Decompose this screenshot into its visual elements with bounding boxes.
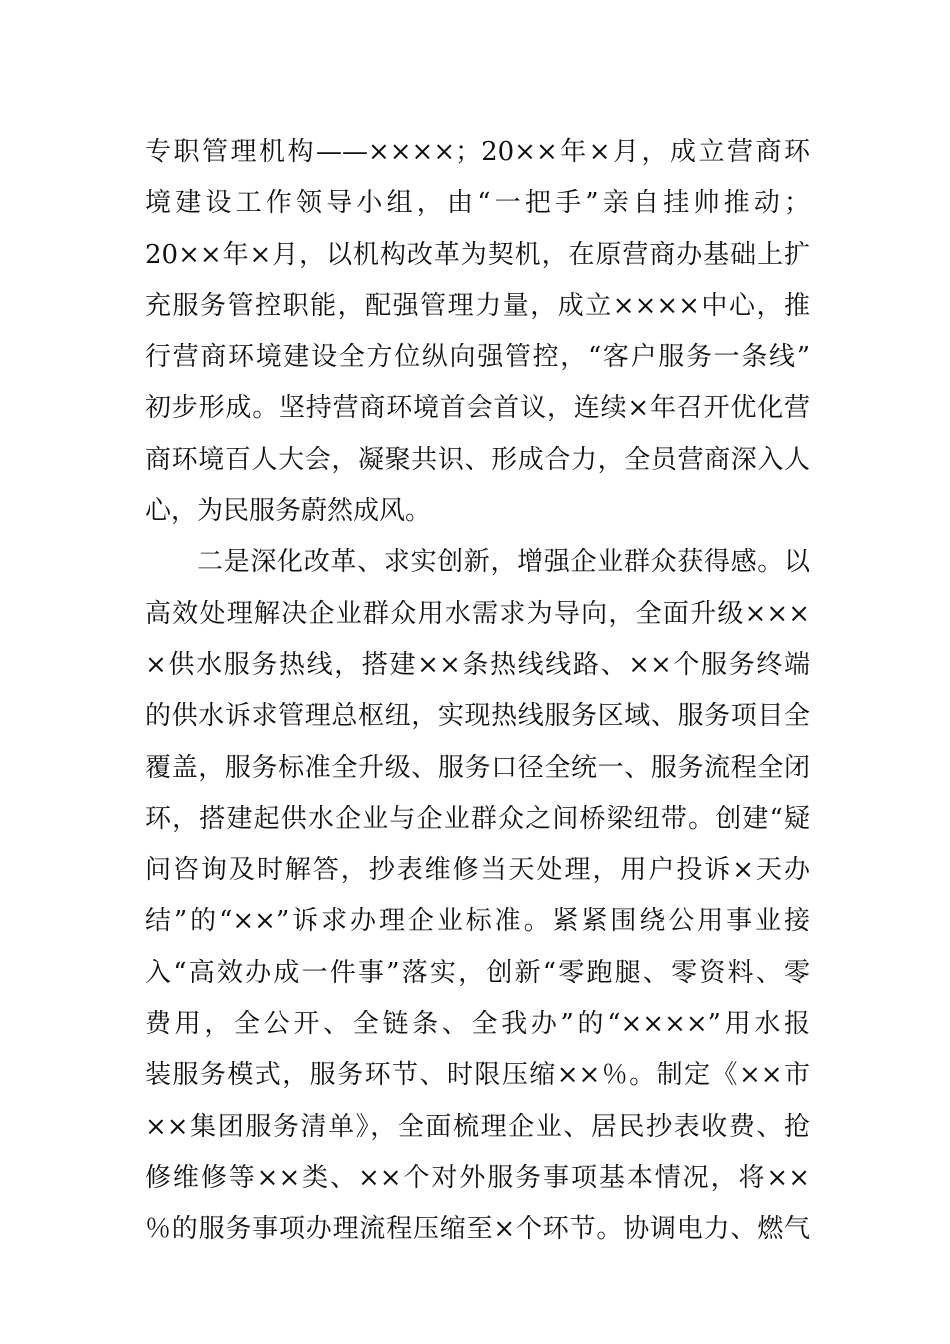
- text-line: 装服务模式，服务环节、时限压缩××％。制定《××市: [145, 1060, 810, 1091]
- text-line: 问咨询及时解答，抄表维修当天处理，用户投诉×天办: [145, 855, 810, 886]
- text-line: 修维修等××类、××个对外服务事项基本情况，将××: [145, 1162, 810, 1193]
- text-line: 环，搭建起供水企业与企业群众之间桥梁纽带。创建“疑: [145, 803, 810, 834]
- text-line: ××集团服务清单》，全面梳理企业、居民抄表收费、抢: [145, 1111, 810, 1142]
- text-line: 20××年×月，以机构改革为契机，在原营商办基础上扩: [145, 239, 810, 270]
- text-line: 境建设工作领导小组，由“一把手”亲自挂帅推动；: [145, 188, 810, 219]
- paragraph-first-line: 二是深化改革、求实创新，增强企业群众获得感。以: [197, 547, 810, 578]
- text-line: 行营商环境建设全方位纵向强管控，“客户服务一条线”: [145, 342, 810, 373]
- text-line: 的供水诉求管理总枢纽，实现热线服务区域、服务项目全: [145, 701, 810, 732]
- text-line: ％的服务事项办理流程压缩至×个环节。协调电力、燃气: [145, 1214, 810, 1245]
- paragraph-end-line: 心，为民服务蔚然成风。: [145, 496, 432, 527]
- text-line: 覆盖，服务标准全升级、服务口径全统一、服务流程全闭: [145, 752, 810, 783]
- text-line: 高效处理解决企业群众用水需求为导向，全面升级×××: [145, 598, 810, 629]
- text-line: 入“高效办成一件事”落实，创新“零跑腿、零资料、零: [145, 957, 810, 988]
- text-line: 商环境百人大会，凝聚共识、形成合力，全员营商深入人: [145, 444, 810, 475]
- text-line: 专职管理机构——××××；20××年×月，成立营商环: [145, 137, 810, 167]
- text-line: 充服务管控职能，配强管理力量，成立××××中心，推: [145, 290, 810, 321]
- body-text: [145, 127, 810, 1256]
- text-line: 费用，全公开、全链条、全我办”的“××××”用水报: [145, 1009, 810, 1040]
- text-line: 初步形成。坚持营商环境首会首议，连续×年召开优化营: [145, 393, 810, 424]
- text-line: ×供水服务热线，搭建××条热线线路、××个服务终端: [145, 649, 810, 680]
- text-line: 结”的“××”诉求办理企业标准。紧紧围绕公用事业接: [145, 906, 810, 937]
